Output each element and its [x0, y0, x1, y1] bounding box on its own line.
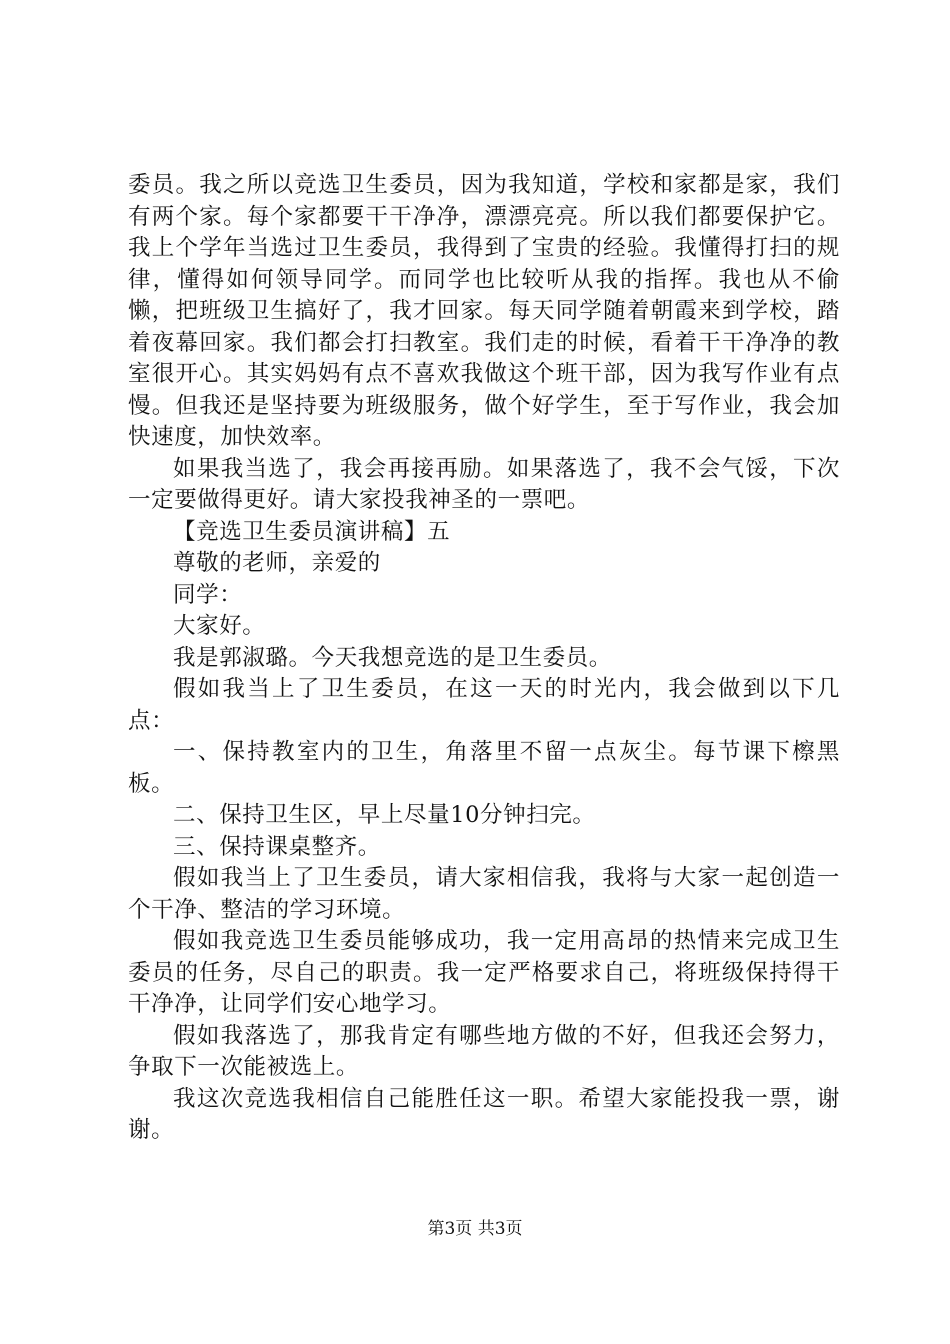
paragraph-14: 我这次竞选我相信自己能胜任这一职。希望大家能投我一票，谢谢。: [128, 1085, 840, 1143]
paragraph-12: 假如我竞选卫生委员能够成功，我一定用高昂的热情来完成卫生委员的任务，尽自己的职责。我一定严格要求自己，将班级保持得干干净净，让同学们安心地学习。: [128, 928, 840, 1017]
paragraph-7: 假如我当上了卫生委员，在这一天的时光内，我会做到以下几点：: [128, 676, 840, 734]
paragraph-6: 我是郭淑璐。今天我想竞选的是卫生委员。: [173, 644, 612, 671]
paragraph-4: 同学：: [173, 581, 243, 608]
paragraph-11: 假如我当上了卫生委员，请大家相信我，我将与大家一起创造一个干净、整洁的学习环境。: [128, 865, 840, 923]
paragraph-3: 尊敬的老师，亲爱的: [173, 550, 381, 576]
page-number-label: 第3页 共3页: [427, 1219, 523, 1239]
paragraph-8: 一、保持教室内的卫生，角落里不留一点灰尘。每节课下檫黑板。: [128, 739, 840, 797]
paragraph-9: 二、保持卫生区，早上尽量10分钟扫完。: [173, 802, 596, 828]
page-footer: [0, 1214, 950, 1239]
paragraph-10: 三、保持课桌整齐。: [173, 833, 381, 860]
paragraph-5: 大家好。: [173, 613, 266, 639]
paragraph-0: 委员。我之所以竞选卫生委员，因为我知道，学校和家都是家，我们有两个家。每个家都要干干净净，漂漂亮亮。所以我们都要保护它。我上个学年当选过卫生委员，我得到了宝贵的经验。我懂得打扫的规律，懂得如何领导同学。而同学也比较听从我的指挥。我也从不偷懒，把班级卫生搞好了，我才回家。每天同学随着朝霞来到学校，踏着夜幕回家。我们都会打扫教室。我们走的时候，看着干干净净的教室很开心。其实妈妈有点不喜欢我做这个班干部，因为我写作业有点慢。但我还是坚持要为班级服务，做个好学生，至于写作业，我会加快速度，加快效率。: [128, 172, 840, 450]
paragraph-1: 如果我当选了，我会再接再励。如果落选了，我不会气馁，下次一定要做得更好。请大家投我神圣的一票吧。: [128, 455, 840, 513]
paragraph-13: 假如我落选了，那我肯定有哪些地方做的不好，但我还会努力，争取下一次能被选上。: [128, 1022, 840, 1080]
document-body: [128, 170, 840, 1147]
paragraph-2: 【竞选卫生委员演讲稿】五: [173, 518, 451, 545]
